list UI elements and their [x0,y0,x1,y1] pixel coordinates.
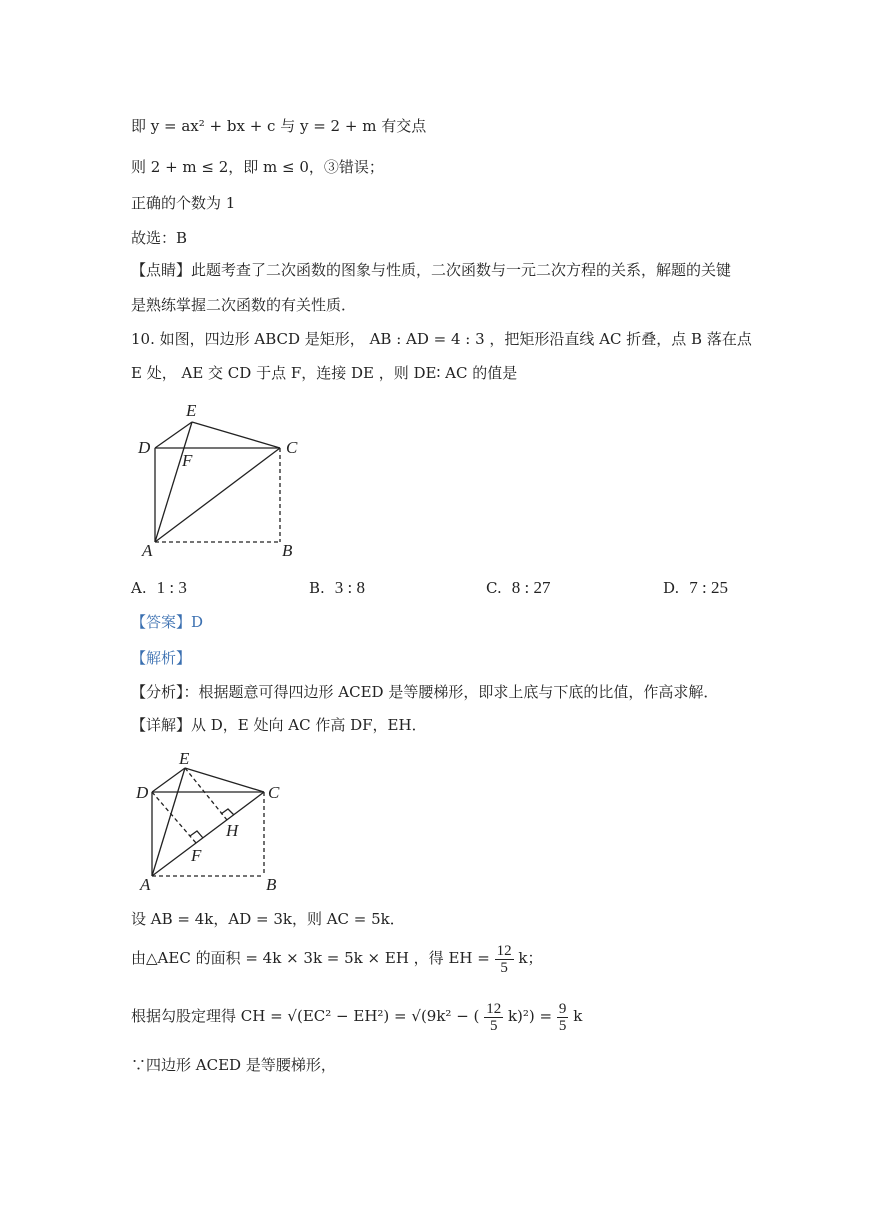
label-F: F [191,846,202,865]
label-E: E [179,749,190,768]
answer-line: 【答案】D [131,613,204,631]
line-comment-2: 是熟练掌握二次函数的有关性质． [131,296,357,314]
label-B: B [266,875,277,894]
line-intersection: 即 y = ax² + bx + c 与 y = 2 + m 有交点 [131,117,427,135]
figure-with-heights [130,748,300,896]
step-set-values: 设 AB = 4k，AD = 3k，则 AC = 5k． [131,910,405,928]
fraction-9-5: $\frac{9}{5}$ [558,1000,567,1034]
label-F: F [182,451,193,470]
analysis-title: 【解析】 [131,649,192,667]
figure-rectangle-fold [130,398,320,563]
label-A: A [140,875,151,894]
question-10-line-2: E 处， AE 交 CD 于点 F，连接 DE ，则 DE∶ AC 的值是 [131,364,518,382]
label-A: A [142,541,153,560]
line-choice: 故选：B [131,229,188,247]
option-a: A. 1 : 3 [131,578,187,597]
step-pythagoras: 根据勾股定理得 CH = √(EC² − EH²) = √(9k² − ( $\frac{12}{5}$ k)²) = $\frac{9}{5}$ k [131,1000,583,1034]
analysis-line: 【分析】：根据题意可得四边形 ACED 是等腰梯形，即求上底与下底的比值，作高求解． [131,683,719,701]
step-isosceles: ∵四边形 ACED 是等腰梯形， [131,1056,336,1074]
label-B: B [282,541,293,560]
label-C: C [268,783,280,802]
fraction-12-5-b: $\frac{12}{5}$ [486,1000,502,1034]
line-comment-1: 【点睛】此题考查了二次函数的图象与性质，二次函数与一元二次方程的关系，解题的关键 [131,261,732,279]
option-c: C. 8 : 27 [486,578,551,597]
detail-line: 【详解】从 D，E 处向 AC 作高 DF，EH． [131,716,427,734]
line-count: 正确的个数为 1 [131,194,236,212]
label-C: C [286,438,298,457]
question-10-line-1: 10. 如图，四边形 ABCD 是矩形， AB : AD = 4 : 3 ，把矩形沿直线 AC 折叠，点 B 落在点 [131,330,752,348]
line-conclusion: 则 2 + m ≤ 2，即 m ≤ 0，③错误； [131,158,384,176]
label-H: H [226,821,239,840]
step-area: 由△AEC 的面积 = 4k × 3k = 5k × EH ，得 EH = $\frac{12}{5}$ k； [131,942,543,976]
label-E: E [186,401,197,420]
option-d: D. 7 : 25 [663,578,728,597]
fraction-12-5: $\frac{12}{5}$ [496,942,512,976]
label-D: D [138,438,151,457]
label-D: D [136,783,149,802]
option-b: B. 3 : 8 [309,578,366,597]
